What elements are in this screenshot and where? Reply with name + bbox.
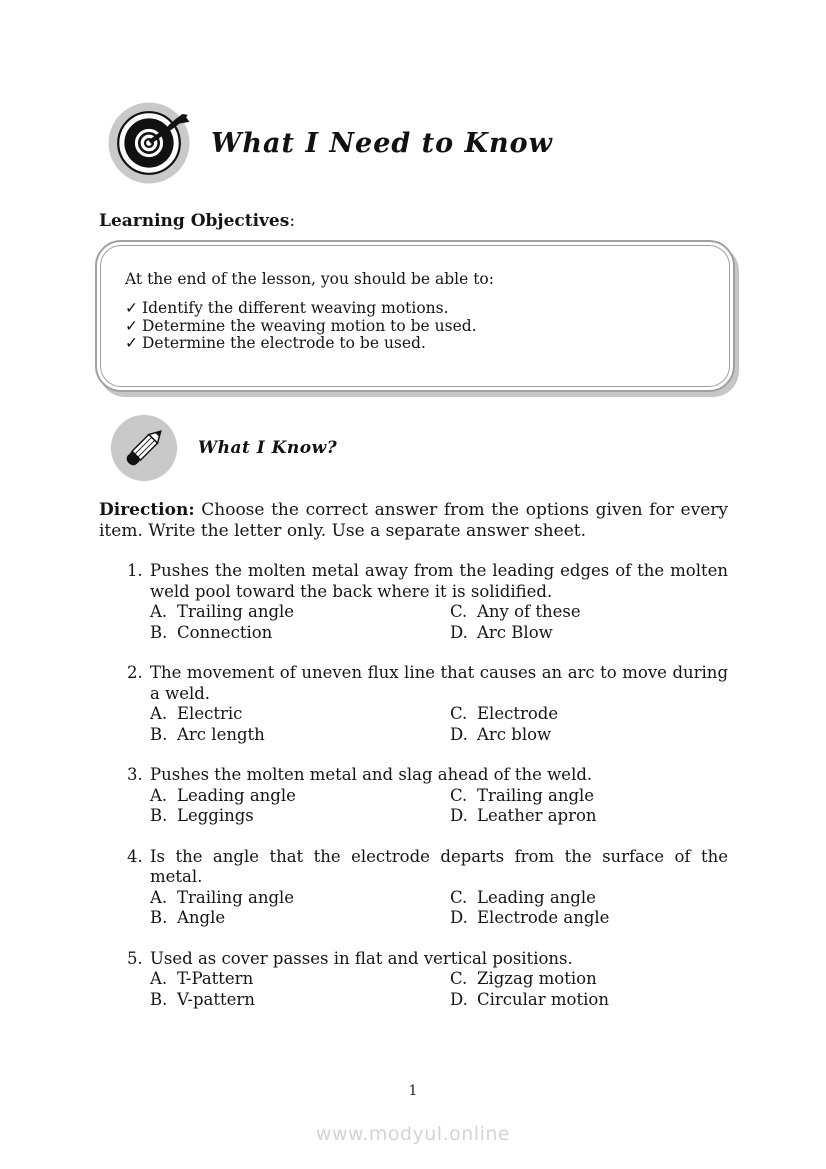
answer-option xyxy=(150,888,450,909)
answer-option xyxy=(150,623,450,644)
direction-body: Choose the correct answer from the options given for every item. Write the letter only. Use a separate answer sheet. xyxy=(99,500,728,541)
checkmark-icon: ✓ xyxy=(125,334,138,352)
option-label: D. xyxy=(450,908,468,927)
objective-text: Determine the electrode to be used. xyxy=(142,334,426,352)
objectives-list xyxy=(125,300,709,353)
option-text: Arc blow xyxy=(477,724,552,744)
pencil-icon xyxy=(108,412,180,484)
answer-option xyxy=(150,725,450,746)
page-title: What I Need to Know xyxy=(211,127,553,159)
option-label: B. xyxy=(150,724,168,744)
question-number: 2. xyxy=(127,663,143,682)
objectives-intro: At the end of the lesson, you should be able to: xyxy=(125,270,494,288)
option-label: A. xyxy=(150,887,168,907)
question-body xyxy=(150,765,728,827)
question-body xyxy=(150,561,728,643)
answer-option xyxy=(450,623,728,644)
option-label: D. xyxy=(450,989,468,1009)
learning-objectives-heading xyxy=(99,211,295,231)
option-text: Leather apron xyxy=(477,806,597,825)
objective-item xyxy=(125,335,709,353)
question-options xyxy=(150,602,728,643)
option-text: Arc length xyxy=(177,724,265,744)
option-text: Arc Blow xyxy=(477,622,553,642)
answer-option xyxy=(150,806,450,827)
option-label: B. xyxy=(150,806,168,825)
question-options xyxy=(150,786,728,827)
question-body xyxy=(150,847,728,929)
answer-option xyxy=(150,990,450,1011)
answer-option xyxy=(150,704,450,725)
option-label: B. xyxy=(150,989,168,1009)
option-text: T-Pattern xyxy=(177,969,254,988)
option-label: D. xyxy=(450,724,468,744)
section-header-what-i-need-to-know xyxy=(105,99,553,187)
question-number: 5. xyxy=(127,948,143,968)
option-text: Any of these xyxy=(477,602,581,621)
question-text: The movement of uneven flux line that causes an arc to move during a weld. xyxy=(150,663,728,703)
option-label: A. xyxy=(150,704,168,723)
learning-objectives-colon: : xyxy=(289,211,296,231)
answer-option xyxy=(450,888,728,909)
option-text: V-pattern xyxy=(177,989,255,1009)
page-number: 1 xyxy=(408,1083,418,1099)
direction-text xyxy=(99,500,728,542)
question-body xyxy=(150,949,728,1011)
answer-option xyxy=(450,725,728,746)
question-item xyxy=(127,561,728,643)
option-text: Angle xyxy=(177,908,226,927)
checkmark-icon: ✓ xyxy=(125,316,138,335)
question-text: Used as cover passes in flat and vertical positions. xyxy=(150,948,573,968)
question-options xyxy=(150,888,728,929)
option-label: D. xyxy=(450,806,468,825)
option-label: C. xyxy=(450,785,468,805)
option-label: C. xyxy=(450,704,468,723)
option-label: D. xyxy=(450,622,468,642)
question-text: Pushes the molten metal and slag ahead of the weld. xyxy=(150,765,593,784)
target-icon xyxy=(105,99,193,187)
question-item xyxy=(127,949,728,1011)
answer-option xyxy=(150,908,450,929)
option-text: Connection xyxy=(177,622,273,642)
option-label: C. xyxy=(450,969,468,988)
question-list xyxy=(127,561,728,1030)
section-header-what-i-know xyxy=(108,412,337,484)
option-label: C. xyxy=(450,887,468,907)
objective-text: Identify the different weaving motions. xyxy=(142,299,449,317)
option-text: Trailing angle xyxy=(177,602,295,621)
option-text: Leggings xyxy=(177,806,254,825)
question-item xyxy=(127,663,728,745)
objectives-box-inner xyxy=(100,245,730,387)
answer-option xyxy=(450,704,728,725)
option-text: Trailing angle xyxy=(177,887,295,907)
option-label: A. xyxy=(150,785,168,805)
question-text: Is the angle that the electrode departs from the surface of the metal. xyxy=(150,846,728,886)
learning-objectives-label: Learning Objectives xyxy=(99,211,290,231)
answer-option xyxy=(450,908,728,929)
answer-option xyxy=(150,602,450,623)
answer-option xyxy=(450,990,728,1011)
answer-option xyxy=(450,969,728,990)
section-title-what-i-know: What I Know? xyxy=(198,438,338,458)
option-text: Circular motion xyxy=(477,989,609,1009)
option-text: Zigzag motion xyxy=(477,969,597,988)
option-text: Leading angle xyxy=(177,785,296,805)
objective-text: Determine the weaving motion to be used. xyxy=(142,316,477,335)
question-body xyxy=(150,663,728,745)
watermark: www.modyul.online xyxy=(315,1123,511,1145)
option-label: B. xyxy=(150,622,168,642)
option-text: Leading angle xyxy=(477,887,596,907)
option-label: B. xyxy=(150,908,168,927)
checkmark-icon: ✓ xyxy=(125,299,138,317)
objective-item xyxy=(125,300,709,318)
objective-item xyxy=(125,318,709,336)
option-label: C. xyxy=(450,602,468,621)
answer-option xyxy=(450,806,728,827)
question-number: 4. xyxy=(127,846,143,866)
option-text: Electrode angle xyxy=(477,908,610,927)
option-label: A. xyxy=(150,602,168,621)
answer-option xyxy=(450,602,728,623)
question-item xyxy=(127,847,728,929)
question-options xyxy=(150,704,728,745)
answer-option xyxy=(150,786,450,807)
question-text: Pushes the molten metal away from the leading edges of the molten weld pool toward the back where it is solidified. xyxy=(150,561,728,601)
direction-label: Direction: xyxy=(99,500,195,520)
option-text: Electrode xyxy=(477,704,559,723)
option-label: A. xyxy=(150,969,168,988)
question-options xyxy=(150,969,728,1010)
objectives-box xyxy=(95,240,735,392)
answer-option xyxy=(450,786,728,807)
option-text: Trailing angle xyxy=(477,785,595,805)
question-number: 1. xyxy=(127,561,143,580)
question-number: 3. xyxy=(127,765,143,784)
question-item xyxy=(127,765,728,827)
answer-option xyxy=(150,969,450,990)
option-text: Electric xyxy=(177,704,243,723)
